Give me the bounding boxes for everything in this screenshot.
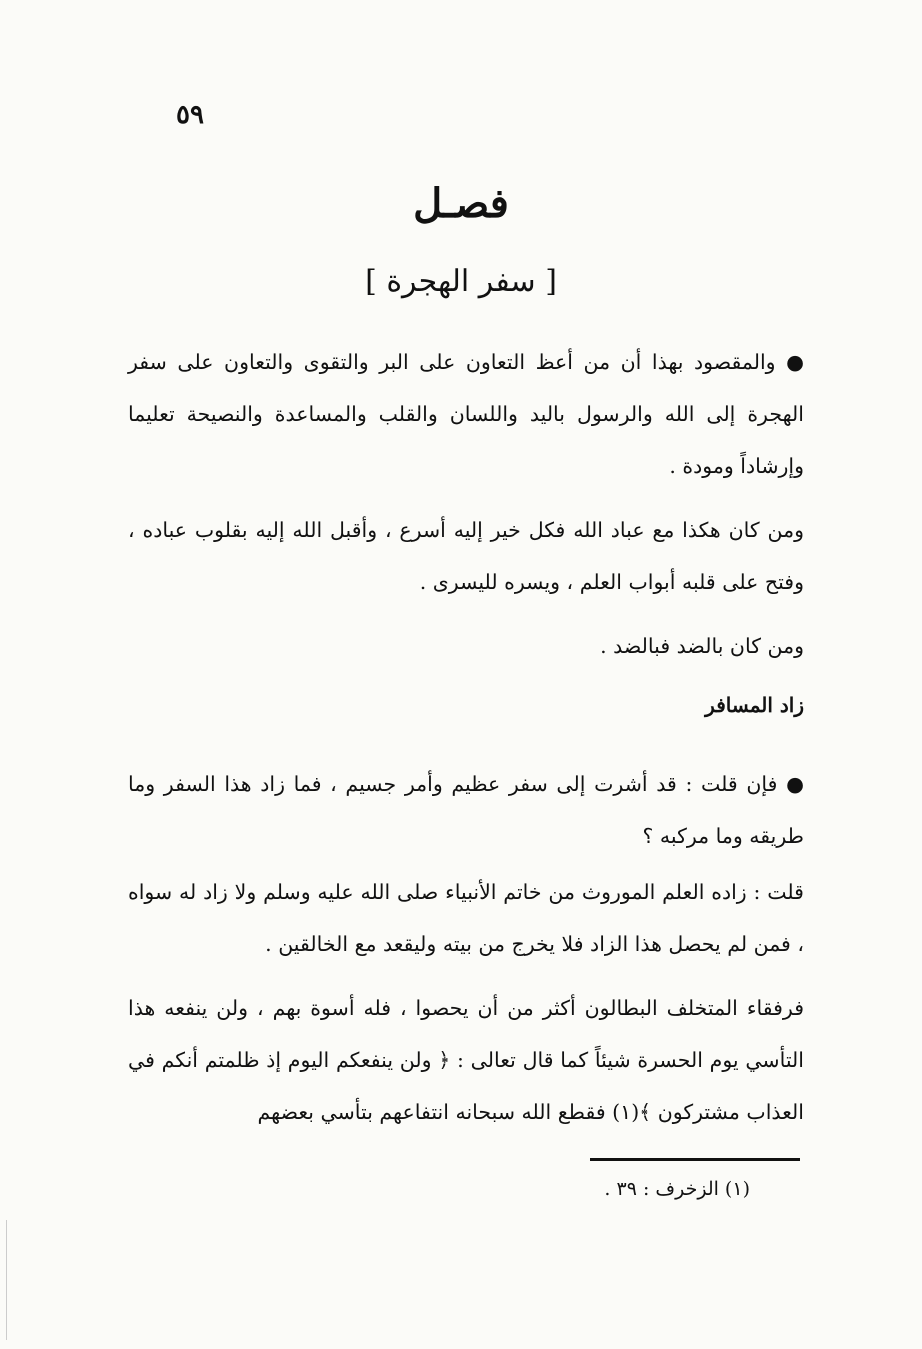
chapter-title: فصـل (413, 180, 509, 227)
footnote: (١) الزخرف : ٣٩ . (604, 1178, 750, 1200)
paragraph-question: ● فإن قلت : قد أشرت إلى سفر عظيم وأمر جسيم ، فما زاد هذا السفر وما طريقه وما مركبه ؟ (128, 772, 804, 848)
paragraph-companions: فرفقاء المتخلف البطالون أكثر من أن يحصوا ، فله أسوة بهم ، ولن ينفعه هذا التأسي يوم الحسرة شيئاً كما قال تعالى : ﴿ ولن ينفعكم اليوم إذ ظلمتم أنكم في العذاب مشتركون ﴾(١) فقطع الله سبحانه انتفاعهم بتأسي بعضهم (128, 996, 804, 1124)
footnote-divider (590, 1158, 800, 1161)
paragraph-answer: قلت : زاده العلم الموروث من خاتم الأنبياء صلى الله عليه وسلم ولا زاد له سواه ، فمن لم يحصل هذا الزاد فلا يخرج من بيته وليقعد مع الخالقين . (128, 880, 804, 956)
section-title: [ سفر الهجرة ] (365, 264, 557, 299)
page-edge-line (6, 1220, 7, 1340)
paragraph-reward: ومن كان هكذا مع عباد الله فكل خير إليه أسرع ، وأقبل الله إليه بقلوب عباده ، وفتح على قلبه أبواب العلم ، ويسره لليسرى . (128, 518, 804, 594)
paragraph-cooperation: ● والمقصود بهذا أن من أعظ التعاون على البر والتقوى والتعاون على سفر الهجرة إلى الله والرسول باليد واللسان والقلب والمساعدة والنصيحة تعليما وإرشاداً ومودة . (128, 350, 804, 478)
subheading-traveler-provision: زاد المسافر (705, 693, 804, 717)
paragraph-opposite: ومن كان بالضد فبالضد . (600, 634, 804, 658)
page-number: ٥٩ (176, 100, 204, 130)
